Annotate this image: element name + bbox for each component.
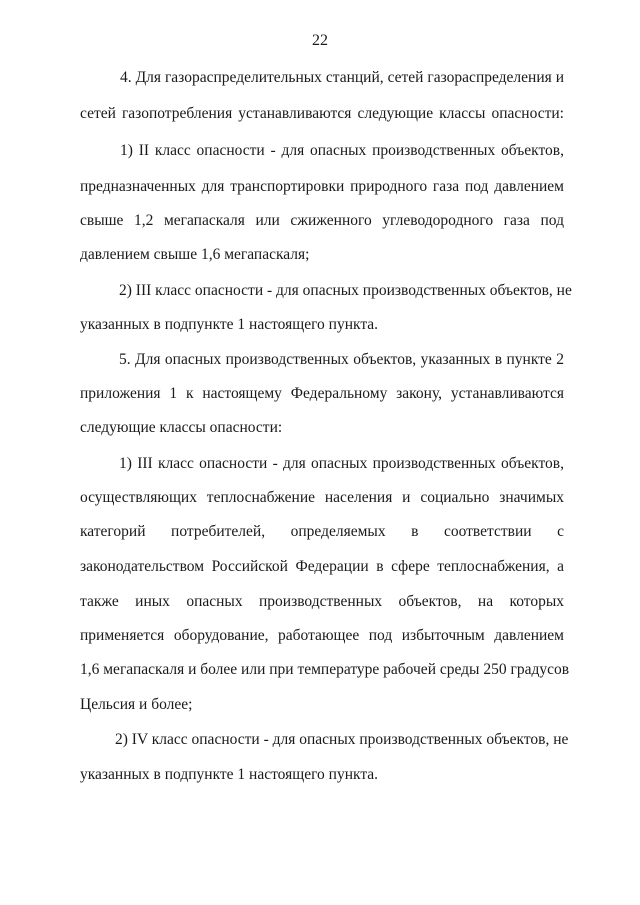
paragraph-line: указанных в подпункте 1 настоящего пункта. bbox=[80, 316, 379, 333]
paragraph-line: предназначенных для транспортировки природного газа под давлением bbox=[80, 178, 564, 195]
paragraph-line: осуществляющих теплоснабжение населения и социально значимых bbox=[80, 489, 564, 506]
paragraph-line: свыше 1,2 мегапаскаля или сжиженного углеводородного газа под bbox=[80, 212, 564, 229]
page-number: 22 bbox=[312, 32, 328, 49]
paragraph-line: Цельсия и более; bbox=[80, 696, 193, 713]
paragraph-line: применяется оборудование, работающее под избыточным давлением bbox=[80, 627, 564, 644]
paragraph-line: 1) III класс опасности - для опасных производственных объектов, bbox=[119, 455, 564, 472]
paragraph-line: приложения 1 к настоящему Федеральному закону, устанавливаются bbox=[80, 385, 564, 402]
paragraph-line: законодательством Российской Федерации в сфере теплоснабжения, а bbox=[80, 558, 564, 575]
paragraph-line: давлением свыше 1,6 мегапаскаля; bbox=[80, 246, 310, 263]
paragraph-line: 1) II класс опасности - для опасных производственных объектов, bbox=[120, 142, 564, 159]
paragraph-line: 2) IV класс опасности - для опасных производственных объектов, не bbox=[115, 731, 569, 748]
paragraph-line: сетей газопотребления устанавливаются следующие классы опасности: bbox=[80, 105, 564, 122]
paragraph-line: 4. Для газораспределительных станций, сетей газораспределения и bbox=[120, 69, 564, 86]
paragraph-line: 1,6 мегапаскаля и более или при температуре рабочей среды 250 градусов bbox=[80, 661, 570, 678]
paragraph-line: указанных в подпункте 1 настоящего пункта. bbox=[80, 766, 379, 783]
paragraph-line: категорий потребителей, определяемых в соответствии с bbox=[80, 523, 564, 540]
paragraph-line: следующие классы опасности: bbox=[80, 419, 283, 436]
paragraph-line: также иных опасных производственных объектов, на которых bbox=[80, 593, 564, 610]
paragraph-line: 2) III класс опасности - для опасных производственных объектов, не bbox=[119, 282, 572, 299]
paragraph-line: 5. Для опасных производственных объектов, указанных в пункте 2 bbox=[119, 351, 564, 368]
